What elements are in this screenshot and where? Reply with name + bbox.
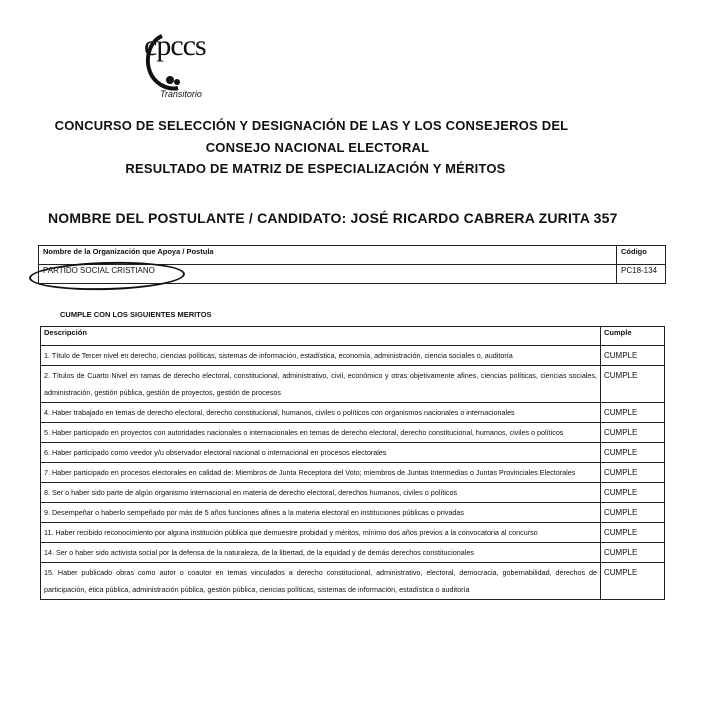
logo-subtitle: Transitorio [160, 89, 202, 99]
merit-description: 8. Ser o haber sido parte de algún organismo internacional en materia de derecho electoral, derechos humanos, civiles o políticos [41, 483, 601, 503]
merits-heading: CUMPLE CON LOS SIGUIENTES MERITOS [60, 310, 212, 319]
merit-description: 7. Haber participado en procesos electorales en calidad de: Miembros de Junta Receptora del Voto; miembros de Juntas Intermedias o Juntas Provinciales Electorales [41, 463, 601, 483]
description-column-header: Descripción [41, 327, 601, 346]
document-title-line-1: CONCURSO DE SELECCIÓN Y DESIGNACIÓN DE LAS Y LOS CONSEJEROS DEL [54, 118, 569, 133]
merit-status: CUMPLE [601, 523, 665, 543]
merit-description: 2. Títulos de Cuarto Nivel en ramas de derecho electoral, constitucional, administrativo, civil, económico y otras objetivamente afines, ciencias políticas, ciencias sociales, administración, gestión pública, gestión de proyectos, gestión de procesos [41, 366, 601, 403]
logo-text: cpccs [144, 29, 206, 62]
merit-status: CUMPLE [601, 346, 665, 366]
table-row [41, 483, 665, 503]
document-title-line-2: CONSEJO NACIONAL ELECTORAL [205, 140, 430, 155]
merit-description: 11. Haber recibido reconocimiento por alguna institución pública que demuestre probidad y méritos, mínimo dos años previos a la convocatoria al concurso [41, 523, 601, 543]
code-label: Código [617, 246, 666, 265]
merit-description: 6. Haber participado como veedor y/u observador electoral nacional o internacional en procesos electorales [41, 443, 601, 463]
merit-status: CUMPLE [601, 563, 665, 600]
merit-description: 1. Título de Tercer nivel en derecho, ciencias políticas, sistemas de información, estadística, economía, administración, ciencia sociales o, auditoría [41, 346, 601, 366]
merit-description: 4. Haber trabajado en temas de derecho electoral, derecho constitucional, humanos, civiles o políticos con organismos nacionales o internacionales [41, 403, 601, 423]
merit-description: 5. Haber participado en proyectos con autoridades nacionales o internacionales en temas de derecho electoral, derecho constitucional, humanos, civiles o políticos [41, 423, 601, 443]
merit-status: CUMPLE [601, 483, 665, 503]
table-row [41, 346, 665, 366]
table-row [41, 403, 665, 423]
cumple-column-header: Cumple [601, 327, 665, 346]
table-row [41, 503, 665, 523]
organization-name: PARTIDO SOCIAL CRISTIANO [39, 265, 617, 284]
merit-status: CUMPLE [601, 366, 665, 403]
merit-status: CUMPLE [601, 403, 665, 423]
merit-description: 15. Haber publicado obras como autor o coautor en temas vinculados a derecho constitucional, administrativo, electoral, democracia, gobernabilidad, derechos de participación, ética pública, administración pública, gestión pública, ciencias políticas, sistemas de información, estadística o auditoría [41, 563, 601, 600]
table-row [41, 543, 665, 563]
organization-label: Nombre de la Organización que Apoya / Postula [39, 246, 617, 265]
table-row [41, 523, 665, 543]
candidate-name: NOMBRE DEL POSTULANTE / CANDIDATO: JOSÉ RICARDO CABRERA ZURITA 357 [48, 210, 618, 226]
table-row [41, 463, 665, 483]
merit-description: 9. Desempeñar o haberlo sempeñado por más de 5 años funciones afines a la materia electoral en instituciones públicas o privadas [41, 503, 601, 523]
merit-status: CUMPLE [601, 443, 665, 463]
merits-table [40, 326, 665, 600]
merit-status: CUMPLE [601, 543, 665, 563]
merit-status: CUMPLE [601, 463, 665, 483]
merit-status: CUMPLE [601, 423, 665, 443]
table-row [41, 443, 665, 463]
merit-status: CUMPLE [601, 503, 665, 523]
table-row [41, 366, 665, 403]
merit-description: 14. Ser o haber sido activista social por la defensa de la naturaleza, de la libertad, de la equidad y de demás derechos constitucionales [41, 543, 601, 563]
organization-code: PC18-134 [617, 265, 666, 284]
table-row [41, 423, 665, 443]
table-row [41, 563, 665, 600]
document-title-line-3: RESULTADO DE MATRIZ DE ESPECIALIZACIÓN Y MÉRITOS [125, 161, 506, 176]
